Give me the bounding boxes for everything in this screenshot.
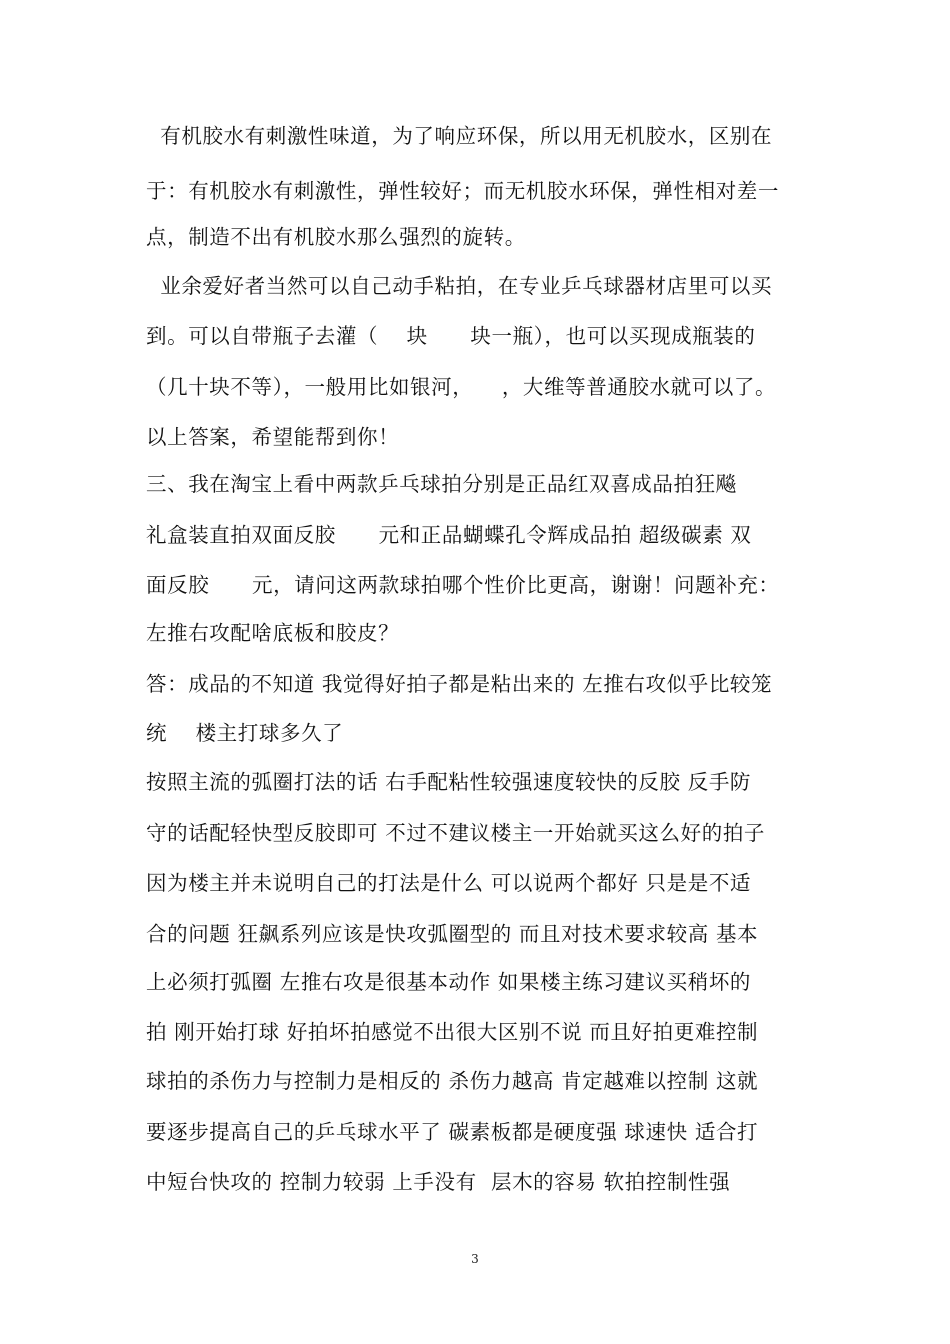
- text-line: 到。可以自带瓶子去灌（ 块 块一瓶），也可以买现成瓶装的: [146, 324, 756, 348]
- text-line: 拍 刚开始打球 好拍坏拍感觉不出很大区别不说 而且好拍更难控制: [146, 1020, 759, 1044]
- answer-line: 答：成品的不知道 我觉得好拍子都是粘出来的 左推右攻似乎比较笼: [146, 672, 773, 696]
- text-line: 点，制造不出有机胶水那么强烈的旋转。: [146, 225, 526, 249]
- text-line: 以上答案，希望能帮到你！: [146, 425, 400, 449]
- text-line: 球拍的杀伤力与控制力是相反的 杀伤力越高 肯定越难以控制 这就: [146, 1069, 759, 1093]
- text-line: 按照主流的弧圈打法的话 右手配粘性较强速度较快的反胶 反手防: [146, 770, 752, 794]
- text-line: 要逐步提高自己的乒乓球水平了 碳素板都是硬度强 球速快 适合打: [146, 1120, 759, 1144]
- question-heading: 三、我在淘宝上看中两款乒乓球拍分别是正品红双喜成品拍狂飚: [146, 472, 737, 496]
- text-line: 因为楼主并未说明自己的打法是什么 可以说两个都好 只是是不适: [146, 871, 752, 895]
- text-line: 面反胶 元，请问这两款球拍哪个性价比更高，谢谢！问题补充：: [146, 573, 780, 597]
- text-line: 上必须打弧圈 左推右攻是很基本动作 如果楼主练习建议买稍坏的: [146, 970, 752, 994]
- text-line: 守的话配轻快型反胶即可 不过不建议楼主一开始就买这么好的拍子: [146, 821, 766, 845]
- text-line: 于：有机胶水有刺激性，弹性较好；而无机胶水环保，弹性相对差一: [146, 179, 779, 203]
- text-line: 合的问题 狂飙系列应该是快攻弧圈型的 而且对技术要求较高 基本: [146, 922, 759, 946]
- text-line: （几十块不等），一般用比如银河， ，大维等普通胶水就可以了。: [146, 375, 777, 399]
- text-line: 左推右攻配啥底板和胶皮？: [146, 621, 400, 645]
- text-line: 中短台快攻的 控制力较弱 上手没有 层木的容易 软拍控制性强: [146, 1170, 731, 1194]
- text-line: 业余爱好者当然可以自己动手粘拍，在专业乒乓球器材店里可以买: [146, 274, 773, 298]
- page-number: 3: [471, 1252, 479, 1266]
- text-line: 礼盒装直拍双面反胶 元和正品蝴蝶孔令辉成品拍 超级碳素 双: [146, 523, 752, 547]
- text-line: 有机胶水有刺激性味道，为了响应环保，所以用无机胶水，区别在: [146, 124, 773, 148]
- text-line: 统 楼主打球多久了: [146, 721, 344, 745]
